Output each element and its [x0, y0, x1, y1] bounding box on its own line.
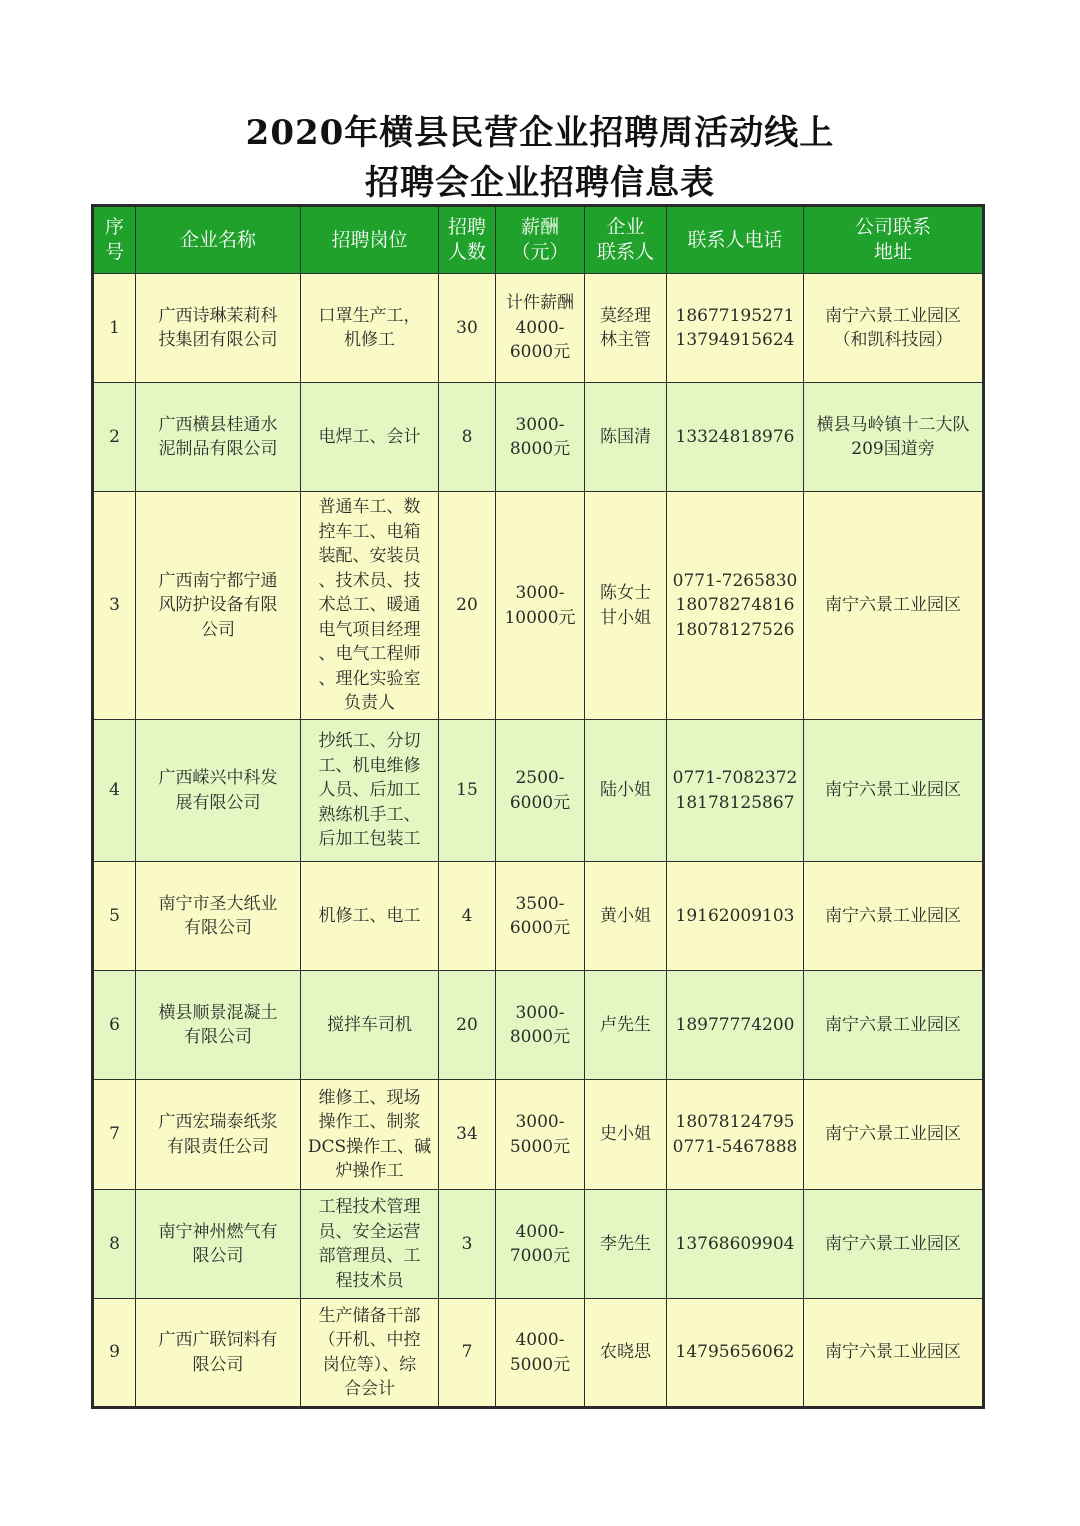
job-positions: 机修工、电工 [301, 862, 439, 971]
company-address: 南宁六景工业园区 （和凯科技园） [804, 274, 984, 383]
row-index: 5 [93, 862, 136, 971]
contact-person: 卢先生 [585, 971, 667, 1080]
job-positions: 生产储备干部 （开机、中控 岗位等）、综 合会计 [301, 1299, 439, 1408]
job-positions: 抄纸工、分切 工、机电维修 人员、后加工 熟练机手工、 后加工包装工 [301, 720, 439, 862]
hiring-count: 15 [439, 720, 496, 862]
table-row [93, 971, 984, 1080]
row-index: 8 [93, 1190, 136, 1299]
salary: 3000- 8000元 [496, 971, 585, 1080]
contact-phone: 13768609904 [667, 1190, 804, 1299]
company-name: 南宁神州燃气有 限公司 [136, 1190, 301, 1299]
table-row [93, 1190, 984, 1299]
company-address: 南宁六景工业园区 [804, 1080, 984, 1190]
contact-person: 李先生 [585, 1190, 667, 1299]
header-phone: 联系人电话 [667, 206, 804, 274]
contact-phone: 13324818976 [667, 383, 804, 492]
hiring-count: 30 [439, 274, 496, 383]
hiring-count: 8 [439, 383, 496, 492]
company-address: 南宁六景工业园区 [804, 1299, 984, 1408]
job-positions: 工程技术管理 员、安全运营 部管理员、工 程技术员 [301, 1190, 439, 1299]
salary: 4000- 7000元 [496, 1190, 585, 1299]
page-title [0, 108, 1080, 208]
contact-person: 陆小姐 [585, 720, 667, 862]
company-address: 南宁六景工业园区 [804, 1190, 984, 1299]
company-address: 南宁六景工业园区 [804, 492, 984, 720]
company-name: 南宁市圣大纸业 有限公司 [136, 862, 301, 971]
company-name: 横县顺景混凝土 有限公司 [136, 971, 301, 1080]
header-address: 公司联系 地址 [804, 206, 984, 274]
contact-person: 农晓思 [585, 1299, 667, 1408]
table-row [93, 862, 984, 971]
row-index: 7 [93, 1080, 136, 1190]
contact-person: 黄小姐 [585, 862, 667, 971]
contact-person: 莫经理 林主管 [585, 274, 667, 383]
row-index: 9 [93, 1299, 136, 1408]
contact-person: 史小姐 [585, 1080, 667, 1190]
header-positions: 招聘岗位 [301, 206, 439, 274]
company-address: 南宁六景工业园区 [804, 862, 984, 971]
hiring-count: 34 [439, 1080, 496, 1190]
company-address: 南宁六景工业园区 [804, 720, 984, 862]
job-positions: 口罩生产工， 机修工 [301, 274, 439, 383]
header-contact: 企业 联系人 [585, 206, 667, 274]
row-index: 2 [93, 383, 136, 492]
job-positions: 搅拌车司机 [301, 971, 439, 1080]
company-address: 横县马岭镇十二大队 209国道旁 [804, 383, 984, 492]
contact-phone: 0771-7082372 18178125867 [667, 720, 804, 862]
row-index: 4 [93, 720, 136, 862]
row-index: 6 [93, 971, 136, 1080]
table-row [93, 1080, 984, 1190]
job-positions: 维修工、现场 操作工、制浆 DCS操作工、碱 炉操作工 [301, 1080, 439, 1190]
company-name: 广西广联饲料有 限公司 [136, 1299, 301, 1408]
company-name: 广西宏瑞泰纸浆 有限责任公司 [136, 1080, 301, 1190]
header-salary: 薪酬 （元） [496, 206, 585, 274]
contact-phone: 18977774200 [667, 971, 804, 1080]
contact-person: 陈国清 [585, 383, 667, 492]
title-line-1: 2020年横县民营企业招聘周活动线上 [245, 113, 835, 153]
table-row [93, 492, 984, 720]
hiring-count: 3 [439, 1190, 496, 1299]
table-row [93, 1299, 984, 1408]
salary: 3000- 5000元 [496, 1080, 585, 1190]
contact-phone: 18078124795 0771-5467888 [667, 1080, 804, 1190]
hiring-count: 4 [439, 862, 496, 971]
job-positions: 普通车工、数 控车工、电箱 装配、安装员 、技术员、技 术总工、暖通 电气项目经理 、电气工程师 、理化实验室 负责人 [301, 492, 439, 720]
salary: 计件薪酬 4000- 6000元 [496, 274, 585, 383]
contact-person: 陈女士 甘小姐 [585, 492, 667, 720]
header-count: 招聘 人数 [439, 206, 496, 274]
table-row [93, 274, 984, 383]
salary: 3000- 8000元 [496, 383, 585, 492]
hiring-count: 20 [439, 971, 496, 1080]
company-name: 广西诗琳茉莉科 技集团有限公司 [136, 274, 301, 383]
recruitment-table [91, 204, 985, 1409]
table-row [93, 720, 984, 862]
title-line-2: 招聘会企业招聘信息表 [365, 163, 715, 203]
hiring-count: 20 [439, 492, 496, 720]
company-name: 广西南宁都宁通 风防护设备有限 公司 [136, 492, 301, 720]
contact-phone: 14795656062 [667, 1299, 804, 1408]
header-row [93, 206, 984, 274]
row-index: 1 [93, 274, 136, 383]
contact-phone: 0771-7265830 18078274816 18078127526 [667, 492, 804, 720]
company-address: 南宁六景工业园区 [804, 971, 984, 1080]
salary: 4000- 5000元 [496, 1299, 585, 1408]
header-company: 企业名称 [136, 206, 301, 274]
salary: 3500- 6000元 [496, 862, 585, 971]
row-index: 3 [93, 492, 136, 720]
company-name: 广西嵘兴中科发 展有限公司 [136, 720, 301, 862]
table-row [93, 383, 984, 492]
job-positions: 电焊工、会计 [301, 383, 439, 492]
company-name: 广西横县桂通水 泥制品有限公司 [136, 383, 301, 492]
salary: 2500- 6000元 [496, 720, 585, 862]
hiring-count: 7 [439, 1299, 496, 1408]
salary: 3000- 10000元 [496, 492, 585, 720]
contact-phone: 19162009103 [667, 862, 804, 971]
contact-phone: 18677195271 13794915624 [667, 274, 804, 383]
header-index: 序 号 [93, 206, 136, 274]
